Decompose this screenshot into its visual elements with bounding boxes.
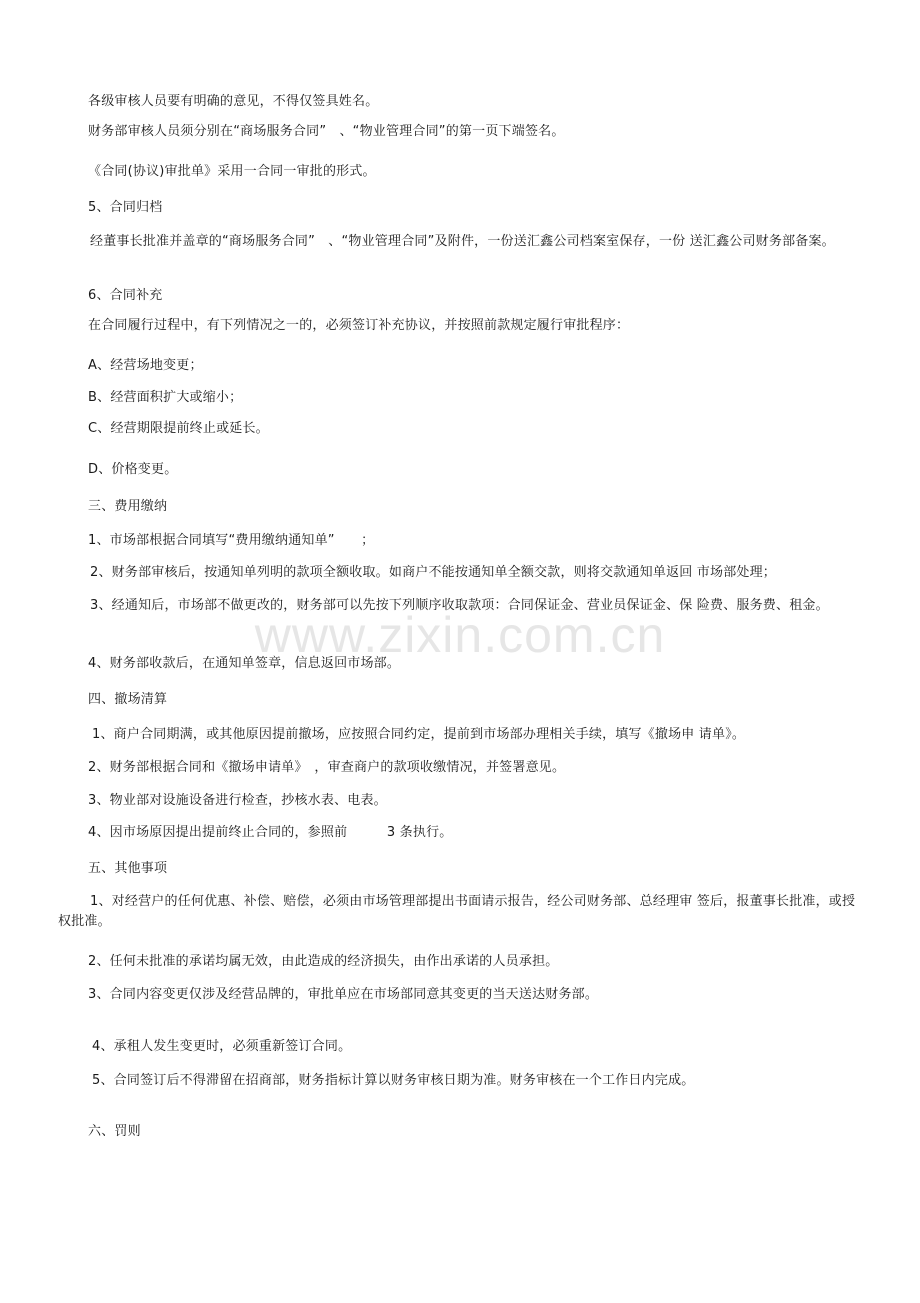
list-item: A、经营场地变更； xyxy=(88,358,203,373)
text-line: 5、合同签订后不得滞留在招商部，财务指标计算以财务审核日期为准。财务审核在一个工作日内完成。 xyxy=(92,1073,695,1088)
text-line: 在合同履行过程中，有下列情况之一的，必须签订补充协议，并按照前款规定履行审批程序： xyxy=(88,318,630,333)
section-heading: 四、撤场清算 xyxy=(88,692,168,707)
list-item: C、经营期限提前终止或延长。 xyxy=(88,421,269,436)
list-item: B、经营面积扩大或缩小； xyxy=(88,390,243,405)
section-heading: 5、合同归档 xyxy=(88,200,163,215)
text-line: 4、财务部收款后，在通知单签章，信息返回市场部。 xyxy=(88,656,401,671)
section-heading: 五、其他事项 xyxy=(88,861,168,876)
text-line: 3、合同内容变更仅涉及经营品牌的，审批单应在市场部同意其变更的当天送达财务部。 xyxy=(88,987,599,1002)
text-line: 4、因市场原因提出提前终止合同的，参照前 3 条执行。 xyxy=(88,825,453,840)
text-line: 2、财务部根据合同和《撤场申请单》 ，审查商户的款项收缴情况，并签署意见。 xyxy=(88,760,566,775)
text-line: 1、市场部根据合同填写“费用缴纳通知单” ； xyxy=(88,533,375,548)
text-paragraph: 1、对经营户的任何优惠、补偿、赔偿，必须由市场管理部提出书面请示报告，经公司财务部、总经理审 签后，报董事长批准，或授权批准。 xyxy=(58,894,856,929)
section-heading: 6、合同补充 xyxy=(88,288,163,303)
section-heading: 三、费用缴纳 xyxy=(88,499,168,514)
section-heading: 六、罚则 xyxy=(88,1124,141,1139)
text-line: 《合同(协议)审批单》采用一合同一审批的形式。 xyxy=(88,164,376,179)
text-paragraph: 3、经通知后，市场部不做更改的，财务部可以先按下列顺序收取款项：合同保证金、营业员保证金、保 险费、服务费、租金。 xyxy=(90,598,829,613)
text-line: 财务部审核人员须分别在“商场服务合同” 、“物业管理合同”的第一页下端签名。 xyxy=(88,124,565,139)
text-line: 1、商户合同期满，或其他原因提前撤场，应按照合同约定，提前到市场部办理相关手续，填写《撤场申 请单》。 xyxy=(92,727,746,742)
list-item: D、价格变更。 xyxy=(88,462,178,477)
text-line: 3、物业部对设施设备进行检查，抄核水表、电表。 xyxy=(88,793,387,808)
text-paragraph: 2、财务部审核后，按通知单列明的款项全额收取。如商户不能按通知单全额交款，则将交款通知单返回 市场部处理； xyxy=(90,565,777,580)
text-paragraph: 经董事长批准并盖章的“商场服务合同” 、“物业管理合同”及附件，一份送汇鑫公司档案室保存，一份 送汇鑫公司财务部备案。 xyxy=(90,234,835,249)
text-line: 4、承租人发生变更时，必须重新签订合同。 xyxy=(92,1039,352,1054)
watermark: www.zixin.com.cn xyxy=(254,607,666,663)
text-line: 2、任何未批准的承诺均属无效，由此造成的经济损失，由作出承诺的人员承担。 xyxy=(88,954,559,969)
text-line: 各级审核人员要有明确的意见，不得仅签具姓名。 xyxy=(88,94,379,109)
